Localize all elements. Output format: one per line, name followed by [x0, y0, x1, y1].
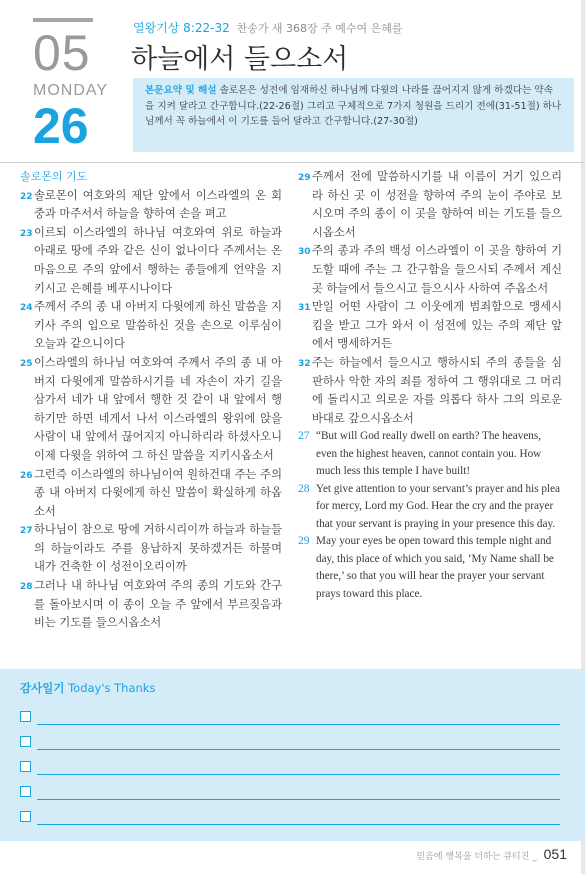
hymn-reference: 찬송가 새 368장 주 예수여 은혜를	[236, 22, 403, 35]
verse	[20, 187, 282, 224]
verse-text: 이르되 이스라엘의 하나님 여호와여 위로 하늘과 아래로 땅에 주와 같은 신이 없나이다 주께서는 온 마음으로 주의 앞에서 행하는 종들에게 언약을 지키시고 은혜를 베푸시나이다	[34, 225, 282, 295]
english-verse-number: 29	[298, 535, 310, 548]
verse-number: 31	[298, 303, 311, 314]
thanks-entry-line[interactable]	[20, 809, 560, 825]
english-verse-number: 27	[298, 430, 310, 443]
english-verse-text: May your eyes be open toward this temple night and day, this place of which you said, ‘My Name shall be there,’ so that you will hear the prayer your servant prays toward this place.	[316, 535, 554, 600]
english-verse	[298, 428, 562, 481]
verse-number: 22	[20, 191, 33, 202]
summary-box	[133, 78, 574, 152]
verse-number: 23	[20, 228, 33, 239]
section-title: 솔로몬의 기도	[20, 170, 88, 183]
verse-number: 27	[20, 526, 33, 537]
footer-tagline: 믿음에 행복을 더하는 큐티진	[416, 852, 530, 862]
date-top-bar	[33, 18, 93, 22]
verse-text: 솔로몬이 여호와의 제단 앞에서 이스라엘의 온 회중과 마주서서 하늘을 향하여 손을 펴고	[34, 188, 282, 221]
english-verse-number: 28	[298, 482, 310, 495]
verse-text: 하나님이 참으로 땅에 거하시리이까 하늘과 하늘들의 하늘이라도 주를 용납하지 못하겠거든 하물며 내가 건축한 이 성전이오리이까	[34, 523, 282, 574]
entry-underline	[37, 799, 560, 800]
verse	[20, 466, 282, 522]
entry-underline	[37, 724, 560, 725]
entry-underline	[37, 774, 560, 775]
checkbox[interactable]	[20, 786, 31, 797]
verse-text: 이스라엘의 하나님 여호와여 주께서 주의 종 내 아버지 다윗에게 말씀하시기를 네 자손이 자기 길을 삼가서 네가 내 앞에서 행한 것 같이 내 앞에서 행하기만 하면 네게서 나서 이스라엘의 왕위에 앉을 사람이 내 앞에서 끊어지지 아니하리라 하셨사오니 이제 다윗을 위하여 그 하신 말씀을 지키시옵소서	[34, 355, 282, 462]
right-column	[298, 168, 562, 603]
date-day: 26	[33, 98, 89, 154]
thanks-title	[20, 680, 155, 696]
verse	[20, 298, 282, 354]
verse-text: 주께서 주의 종 내 아버지 다윗에게 하신 말씀을 지키사 주의 입으로 말씀하신 것을 손으로 이루심이 오늘과 같으니이다	[34, 300, 282, 351]
thanks-title-en: Today's Thanks	[68, 681, 156, 695]
verse-number: 24	[20, 303, 33, 314]
verse-number: 26	[20, 470, 33, 481]
english-verse-text: Yet give attention to your servant’s prayer and his plea for mercy, Lord my God. Hear the cry and the prayer that your servant is praying in your presence this day.	[316, 482, 560, 530]
passage-reference: 열왕기상 8:22-32	[133, 21, 230, 35]
page-title: 하늘에서 들으소서	[131, 44, 349, 75]
verse	[20, 224, 282, 298]
english-verse-text: “But will God really dwell on earth? The heavens, even the highest heaven, cannot contain you. How much less this temple I have built!	[316, 430, 542, 478]
page-number: 051	[543, 846, 567, 862]
verse	[298, 242, 562, 298]
verse	[20, 354, 282, 466]
entry-underline	[37, 749, 560, 750]
page-footer: 믿음에 행복을 더하는 큐티진 _ 051	[416, 846, 567, 862]
divider	[0, 162, 585, 163]
verse-number: 28	[20, 582, 33, 593]
date-weekday: MONDAY	[33, 82, 109, 99]
english-verse	[298, 533, 562, 603]
verse	[20, 577, 282, 633]
verse-text: 주는 하늘에서 들으시고 행하시되 주의 종들을 심판하사 악한 자의 죄를 정하여 그 행위대로 그 머리에 돌리시고 의로운 자를 의롭다 하사 그의 의로운 바대로 갚으시옵소서	[312, 355, 562, 425]
verse	[20, 521, 282, 577]
summary-text: 솔로몬은 성전에 임재하신 하나님께 다윗의 나라를 끊어지지 않게 하겠다는 약속을 지켜 달라고 간구합니다.(22-26절) 그리고 구체적으로 7가지 청원을 드리기 전에(31-51절) 하나님께서 꼭 하늘에서 이 기도를 들어 달라고 간구합니다.(27-30절)	[145, 85, 562, 127]
verse-number: 29	[298, 173, 311, 183]
date-month: 05	[33, 25, 91, 81]
verse-text: 주께서 전에 말씀하시기를 내 이름이 거기 있으리라 하신 곳 이 성전을 향하여 주의 눈이 주야로 보시오며 주의 종이 이 곳을 향하여 비는 기도를 들으시옵소서	[312, 170, 562, 239]
verse-text: 그런즉 이스라엘의 하나님이여 원하건대 주는 주의 종 내 아버지 다윗에게 하신 말씀이 확실하게 하옵소서	[34, 467, 282, 518]
verse-text: 만일 어떤 사람이 그 이웃에게 범죄함으로 맹세시킴을 받고 그가 와서 이 성전에 있는 주의 제단 앞에서 맹세하거든	[312, 300, 562, 351]
verse-number: 25	[20, 358, 33, 369]
verse	[298, 354, 562, 428]
checkbox[interactable]	[20, 811, 31, 822]
thanks-journal	[0, 669, 585, 841]
checkbox[interactable]	[20, 761, 31, 772]
thanks-entry-line[interactable]	[20, 759, 560, 775]
verse-text: 주의 종과 주의 백성 이스라엘이 이 곳을 향하여 기도할 때에 주는 그 간구함을 들으시되 주께서 계신 곳 하늘에서 들으시고 들으시사 사하여 주옵소서	[312, 244, 562, 295]
thanks-title-ko: 감사일기	[20, 681, 65, 695]
checkbox[interactable]	[20, 711, 31, 722]
verse-number: 30	[298, 247, 311, 258]
thanks-entry-line[interactable]	[20, 709, 560, 725]
scripture-reference	[133, 19, 403, 36]
thanks-entry-line[interactable]	[20, 734, 560, 750]
english-verse	[298, 481, 562, 534]
verse-text: 그러나 내 하나님 여호와여 주의 종의 기도와 간구를 돌아보시며 이 종이 오늘 주 앞에서 부르짖음과 비는 기도를 들으시옵소서	[34, 579, 282, 630]
left-column	[20, 168, 282, 633]
entry-underline	[37, 824, 560, 825]
verse	[298, 298, 562, 354]
thanks-entry-line[interactable]	[20, 784, 560, 800]
verse-number: 32	[298, 358, 311, 369]
checkbox[interactable]	[20, 736, 31, 747]
verse	[298, 168, 562, 242]
summary-label: 본문요약 및 해설	[145, 85, 217, 96]
